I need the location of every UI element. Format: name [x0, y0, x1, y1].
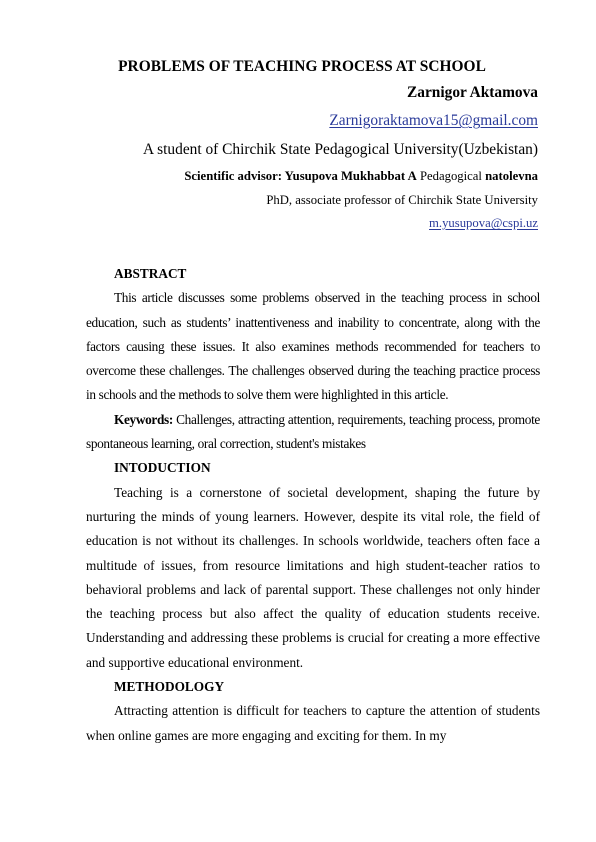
methodology-text: Attracting attention is difficult for teachers to capture the attention of students when online games are more engaging and exciting for them. In my	[86, 703, 540, 743]
methodology-heading: METHODOLOGY	[114, 679, 225, 695]
advisor-position: PhD, associate professor of Chirchik State University	[266, 193, 538, 207]
abstract-heading: ABSTRACT	[114, 266, 187, 281]
introduction-heading: INTODUCTION	[114, 460, 211, 476]
author-name: Zarnigor Aktamova	[407, 84, 538, 101]
scientific-advisor	[184, 169, 538, 184]
advisor-label: Scientific advisor: Yusupova Mukhabbat A	[184, 169, 417, 183]
advisor-email-link[interactable]: m.yusupova@cspi.uz	[429, 216, 538, 230]
abstract-text: This article discusses some problems observed in the teaching process in school education, such as students’ inattentiveness and inability to concentrate, along with the factors causing these issues. It also examines methods recommended for teachers to overcome these challenges. The challenges observed during the teaching practice process in schools and the methods to solve them were highlighted in this article.	[86, 290, 540, 403]
paper-title: PROBLEMS OF TEACHING PROCESS AT SCHOOL	[118, 58, 486, 75]
author-email-link[interactable]: Zarnigoraktamova15@gmail.com	[329, 112, 538, 129]
advisor-end: natolevna	[485, 169, 538, 183]
paper-body	[86, 262, 540, 748]
keywords-label: Keywords:	[114, 411, 173, 427]
introduction-text: Teaching is a cornerstone of societal development, shaping the future by nurturing the minds of young learners. However, despite its vital role, the field of education is not without its challenges. In schools worldwide, teachers often face a multitude of issues, from resource limitations and high student-teacher ratios to behavioral problems and lack of parental support. These challenges not only hinder the teaching process but also affect the quality of education students receive. Understanding and addressing these problems is crucial for creating a more effective and supportive educational environment.	[86, 484, 540, 670]
keywords	[86, 408, 540, 457]
keywords-text: Challenges, attracting attention, requirements, teaching process, promote spontaneous learning, oral correction, student's mistakes	[86, 411, 540, 452]
author-affiliation: A student of Chirchik State Pedagogical University(Uzbekistan)	[143, 141, 538, 158]
advisor-mid: Pedagogical	[416, 169, 486, 183]
